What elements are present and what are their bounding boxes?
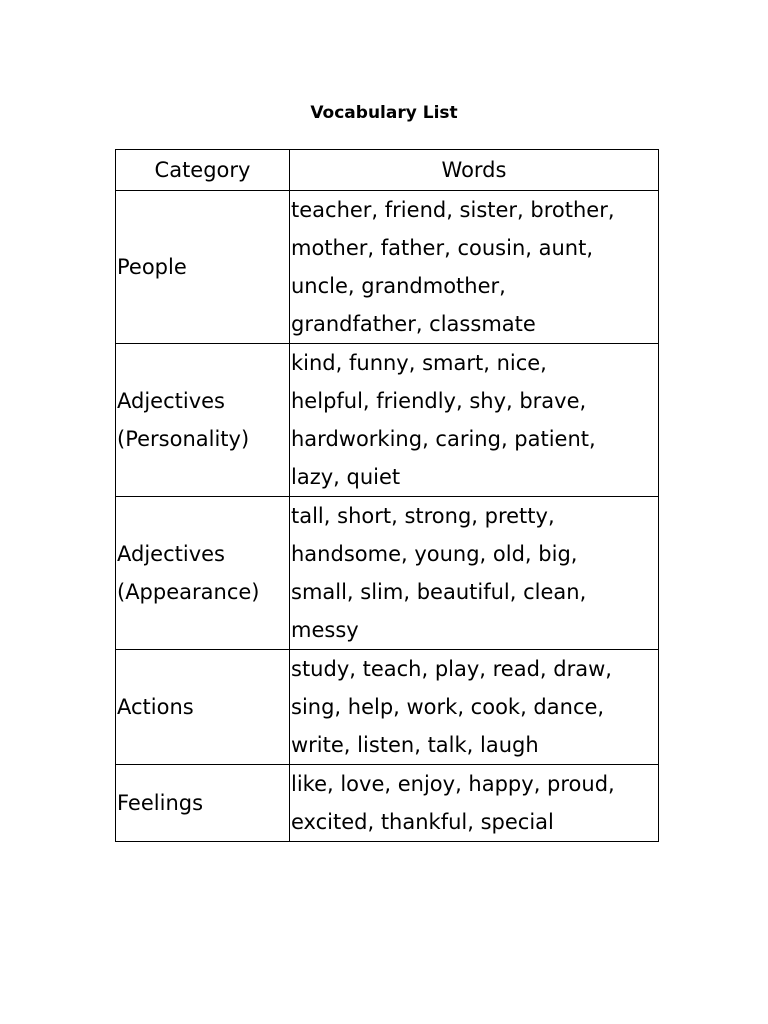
table-row [116, 650, 659, 765]
category-cell [116, 344, 290, 497]
words-line: hardworking, caring, patient, [291, 427, 596, 451]
document-title: Vocabulary List [310, 103, 458, 123]
table-row [116, 191, 659, 344]
table-row [116, 765, 659, 842]
words-line: uncle, grandmother, [291, 274, 506, 298]
words-line: like, love, enjoy, happy, proud, [291, 772, 615, 796]
words-line: handsome, young, old, big, [291, 542, 578, 566]
table-body [116, 191, 659, 842]
category-line: Adjectives [117, 542, 225, 566]
table-row [116, 497, 659, 650]
words-line: kind, funny, smart, nice, [291, 351, 547, 375]
table-row [116, 344, 659, 497]
category-line: Adjectives [117, 389, 225, 413]
vocabulary-table [115, 149, 659, 842]
words-line: small, slim, beautiful, clean, [291, 580, 587, 604]
words-line: messy [291, 618, 359, 642]
words-cell [290, 344, 659, 497]
words-line: study, teach, play, read, draw, [291, 657, 612, 681]
category-cell [116, 765, 290, 842]
category-line: People [117, 255, 187, 279]
words-cell [290, 765, 659, 842]
words-line: sing, help, work, cook, dance, [291, 695, 605, 719]
category-cell [116, 497, 290, 650]
words-line: helpful, friendly, shy, brave, [291, 389, 587, 413]
category-cell [116, 650, 290, 765]
table-header-row [116, 150, 659, 191]
words-line: excited, thankful, special [291, 810, 554, 834]
words-line: grandfather, classmate [291, 312, 536, 336]
header-words: Words [290, 150, 659, 191]
category-line: Actions [117, 695, 194, 719]
category-cell [116, 191, 290, 344]
words-cell [290, 191, 659, 344]
words-line: lazy, quiet [291, 465, 401, 489]
words-line: mother, father, cousin, aunt, [291, 236, 593, 260]
category-line: (Personality) [117, 427, 250, 451]
words-line: write, listen, talk, laugh [291, 733, 539, 757]
words-cell [290, 650, 659, 765]
header-category: Category [116, 150, 290, 191]
words-line: teacher, friend, sister, brother, [291, 198, 615, 222]
words-line: tall, short, strong, pretty, [291, 504, 555, 528]
words-cell [290, 497, 659, 650]
category-line: Feelings [117, 791, 204, 815]
category-line: (Appearance) [117, 580, 260, 604]
